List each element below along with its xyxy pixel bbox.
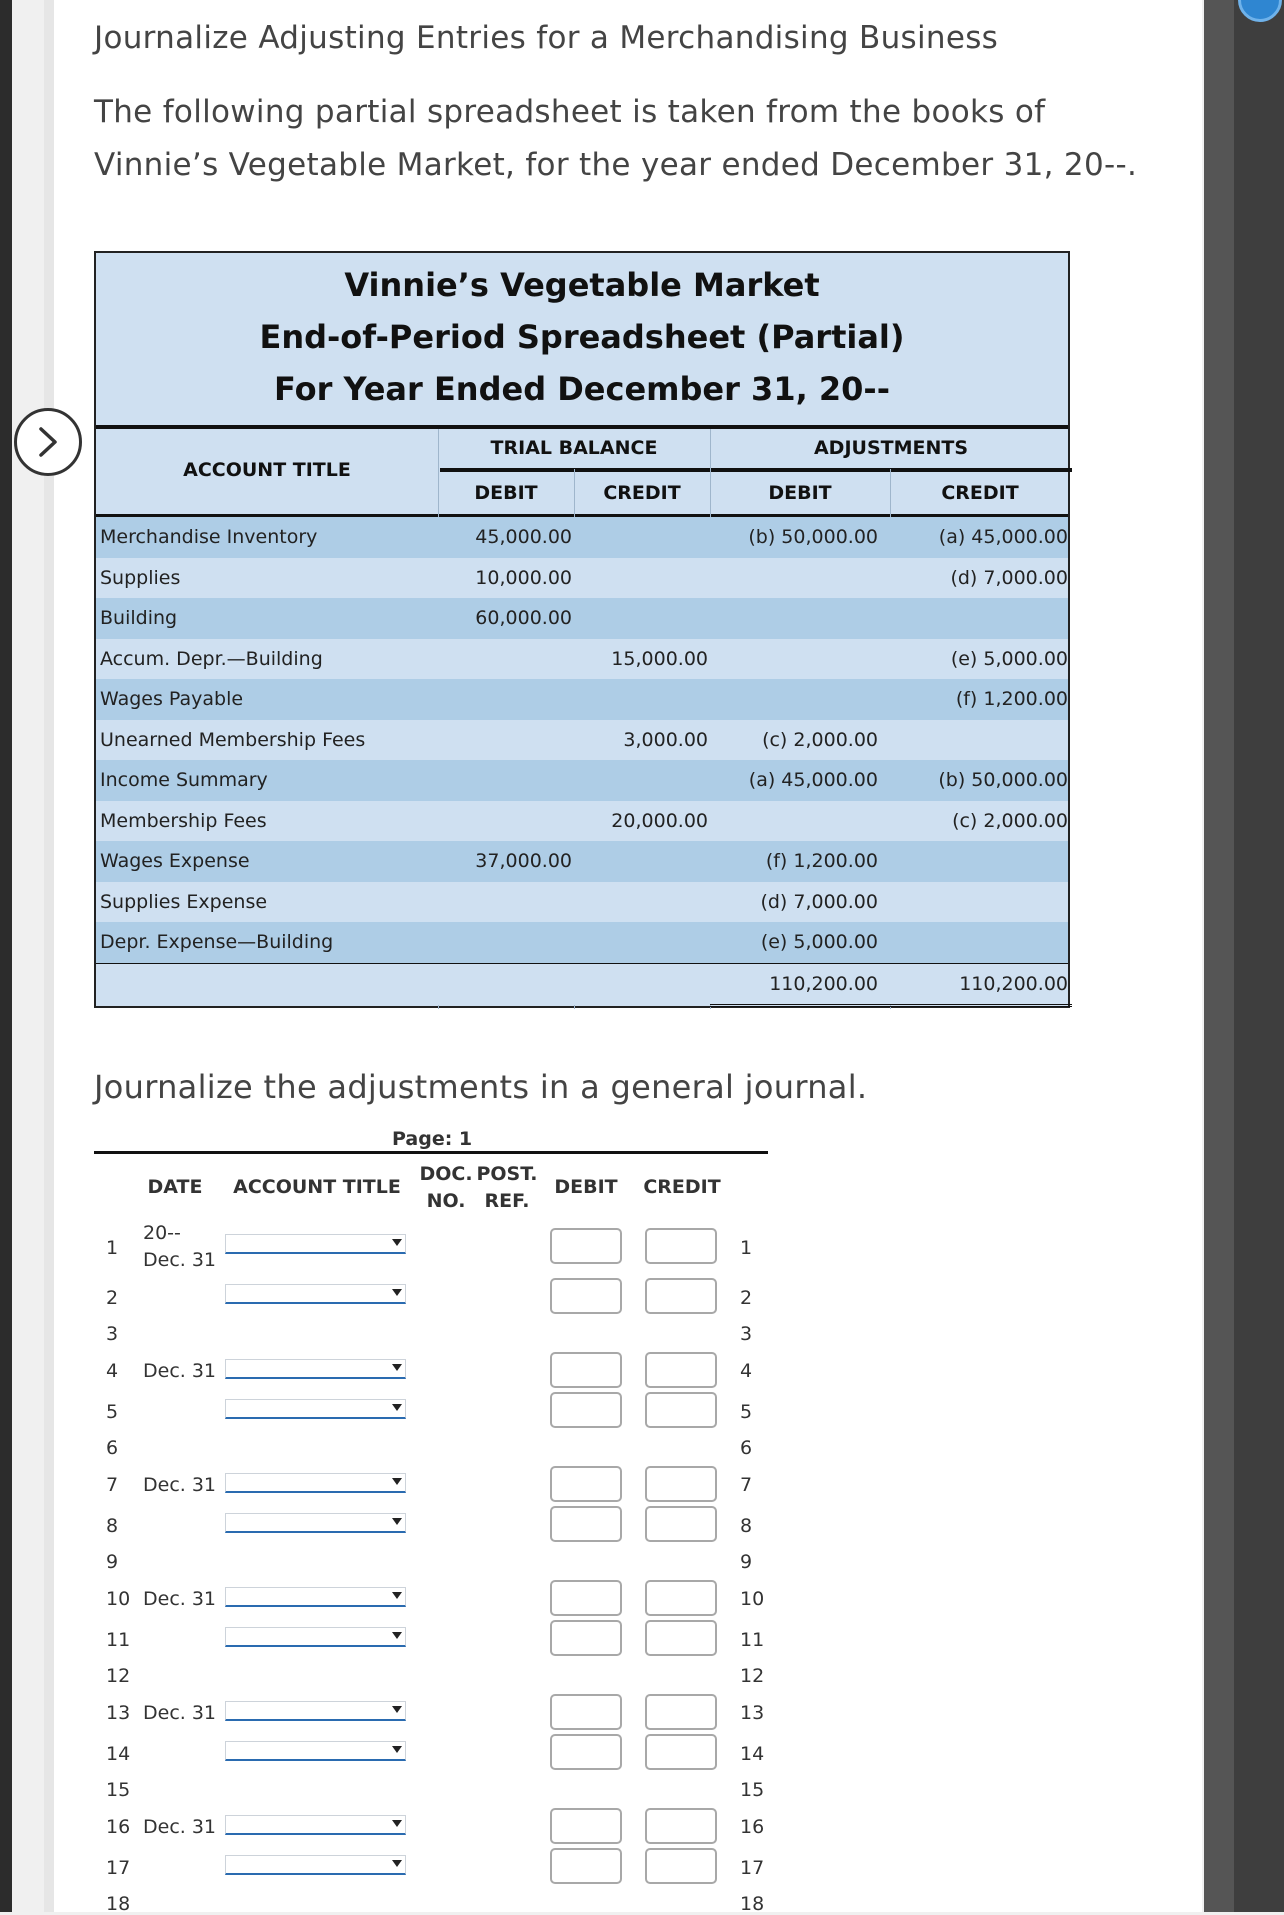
totals-row bbox=[96, 963, 1068, 1005]
line-number-right: 7 bbox=[740, 1474, 753, 1496]
adj-debit-value: (c) 2,000.00 bbox=[762, 728, 878, 751]
tb-debit-header: DEBIT bbox=[474, 482, 538, 504]
report-name: End-of-Period Spreadsheet (Partial) bbox=[259, 318, 905, 356]
credit-input[interactable] bbox=[645, 1694, 717, 1730]
adj-credit-value: (a) 45,000.00 bbox=[938, 526, 1068, 548]
credit-input[interactable] bbox=[645, 1352, 717, 1388]
table-row bbox=[96, 882, 1068, 923]
adjustments-header: ADJUSTMENTS bbox=[813, 437, 969, 459]
spreadsheet-header bbox=[96, 259, 1068, 429]
adj-debit-value: (d) 7,000.00 bbox=[760, 890, 878, 913]
tb-credit-value: 20,000.00 bbox=[611, 809, 708, 832]
adj-credit-value: (f) 1,200.00 bbox=[955, 688, 1068, 710]
journal-heading: Journalize the adjustments in a general journal. bbox=[94, 1068, 868, 1106]
line-number-right: 2 bbox=[740, 1287, 753, 1309]
account-select[interactable] bbox=[225, 1587, 406, 1607]
line-number-right: 12 bbox=[740, 1665, 765, 1687]
tb-debit-value: 60,000.00 bbox=[475, 607, 572, 629]
line-number-right: 1 bbox=[740, 1237, 753, 1259]
debit-input[interactable] bbox=[550, 1694, 622, 1730]
date-cell: Dec. 31 bbox=[143, 1816, 217, 1838]
account-name: Membership Fees bbox=[100, 809, 267, 832]
table-row bbox=[96, 922, 1068, 963]
account-name: Supplies Expense bbox=[100, 890, 268, 913]
credit-input[interactable] bbox=[645, 1466, 717, 1502]
credit-input[interactable] bbox=[645, 1228, 717, 1264]
line-number-right: 18 bbox=[740, 1893, 765, 1915]
date-cell: Dec. 31 bbox=[143, 1360, 217, 1382]
line-number: 13 bbox=[106, 1702, 131, 1724]
line-number-right: 13 bbox=[740, 1702, 765, 1724]
date-cell: Dec. 31 bbox=[143, 1702, 217, 1724]
account-select[interactable] bbox=[225, 1627, 406, 1647]
line-number: 5 bbox=[106, 1401, 119, 1423]
adj-debit-header: DEBIT bbox=[768, 482, 832, 504]
line-number-right: 3 bbox=[740, 1323, 753, 1345]
line-number: 17 bbox=[106, 1857, 131, 1879]
adj-debit-value: (a) 45,000.00 bbox=[748, 769, 878, 791]
line-number: 15 bbox=[106, 1779, 131, 1801]
page-edge bbox=[44, 0, 54, 1912]
trial-balance-header: TRIAL BALANCE bbox=[490, 437, 658, 459]
tb-debit-value: 45,000.00 bbox=[475, 526, 572, 548]
debit-input[interactable] bbox=[550, 1848, 622, 1884]
intro-text: The following partial spreadsheet is taken from the books of Vinnie’s Vegetable Market, for the year ended December 31, 20--. bbox=[94, 94, 1138, 183]
line-number: 6 bbox=[106, 1437, 119, 1459]
no-header: NO. bbox=[426, 1190, 466, 1212]
account-name: Supplies bbox=[100, 566, 181, 589]
tb-credit-value: 3,000.00 bbox=[623, 728, 708, 751]
adj-credit-total: 110,200.00 bbox=[959, 972, 1068, 995]
line-number-right: 11 bbox=[740, 1629, 765, 1651]
line-number: 12 bbox=[106, 1665, 131, 1687]
journal-rule bbox=[94, 1151, 768, 1154]
line-number-right: 14 bbox=[740, 1743, 765, 1765]
line-number-right: 5 bbox=[740, 1401, 753, 1423]
line-number-right: 4 bbox=[740, 1360, 753, 1382]
adj-credit-value: (d) 7,000.00 bbox=[950, 566, 1068, 589]
line-number-right: 8 bbox=[740, 1515, 753, 1537]
account-name: Unearned Membership Fees bbox=[100, 728, 366, 751]
doc-header: DOC. bbox=[419, 1163, 473, 1185]
account-select[interactable] bbox=[225, 1234, 406, 1254]
credit-input[interactable] bbox=[645, 1506, 717, 1542]
credit-input[interactable] bbox=[645, 1580, 717, 1616]
account-name: Accum. Depr.—Building bbox=[100, 647, 323, 670]
company-name: Vinnie’s Vegetable Market bbox=[344, 266, 820, 304]
ref-header: REF. bbox=[484, 1190, 530, 1212]
adj-credit-value: (b) 50,000.00 bbox=[938, 769, 1068, 791]
account-name: Wages Expense bbox=[100, 850, 250, 872]
table-row bbox=[96, 720, 1068, 761]
debit-input[interactable] bbox=[550, 1808, 622, 1844]
double-underline bbox=[710, 1004, 1072, 1007]
table-row bbox=[96, 760, 1068, 801]
line-number-right: 17 bbox=[740, 1857, 765, 1879]
account-select[interactable] bbox=[225, 1815, 406, 1835]
account-name: Depr. Expense—Building bbox=[100, 931, 334, 953]
debit-input[interactable] bbox=[550, 1734, 622, 1770]
credit-input[interactable] bbox=[645, 1620, 717, 1656]
line-number: 18 bbox=[106, 1893, 131, 1915]
line-number-right: 16 bbox=[740, 1816, 765, 1838]
line-number-right: 15 bbox=[740, 1779, 765, 1801]
adj-debit-value: (b) 50,000.00 bbox=[748, 526, 878, 548]
table-row bbox=[96, 598, 1068, 639]
credit-input[interactable] bbox=[645, 1278, 717, 1314]
line-number: 7 bbox=[106, 1474, 119, 1496]
debit-input[interactable] bbox=[550, 1352, 622, 1388]
account-name: Building bbox=[100, 607, 178, 629]
line-number: 3 bbox=[106, 1323, 119, 1345]
column-headers bbox=[96, 429, 1068, 517]
adj-debit-value: (e) 5,000.00 bbox=[760, 931, 878, 953]
account-title-header: ACCOUNT TITLE bbox=[233, 1176, 401, 1198]
table-row bbox=[96, 517, 1068, 558]
report-period: For Year Ended December 31, 20-- bbox=[274, 370, 890, 408]
debit-input[interactable] bbox=[550, 1466, 622, 1502]
debit-input[interactable] bbox=[550, 1580, 622, 1616]
adj-debit-value: (f) 1,200.00 bbox=[765, 850, 878, 872]
date-header: DATE bbox=[147, 1176, 203, 1198]
debit-input[interactable] bbox=[550, 1620, 622, 1656]
debit-input[interactable] bbox=[550, 1506, 622, 1542]
table-row bbox=[96, 558, 1068, 599]
credit-input[interactable] bbox=[645, 1848, 717, 1884]
credit-input[interactable] bbox=[645, 1808, 717, 1844]
credit-header: CREDIT bbox=[643, 1176, 721, 1198]
account-name: Merchandise Inventory bbox=[100, 526, 318, 548]
debit-input[interactable] bbox=[550, 1228, 622, 1264]
tb-credit-header: CREDIT bbox=[603, 482, 681, 504]
debit-input[interactable] bbox=[550, 1392, 622, 1428]
debit-header: DEBIT bbox=[554, 1176, 618, 1198]
tb-debit-value: 10,000.00 bbox=[475, 566, 572, 589]
right-rail bbox=[1204, 0, 1284, 1912]
line-number: 11 bbox=[106, 1629, 131, 1651]
chevron-right-icon bbox=[33, 425, 63, 459]
adj-credit-value: (e) 5,000.00 bbox=[950, 647, 1068, 670]
account-select[interactable] bbox=[225, 1284, 406, 1304]
account-select[interactable] bbox=[225, 1855, 406, 1875]
spreadsheet-body bbox=[96, 517, 1068, 1005]
line-number: 4 bbox=[106, 1360, 119, 1382]
line-number-right: 10 bbox=[740, 1588, 765, 1610]
account-name: Income Summary bbox=[100, 769, 268, 791]
table-row bbox=[96, 679, 1068, 720]
table-row bbox=[96, 801, 1068, 842]
line-number: 10 bbox=[106, 1588, 131, 1610]
line-number: 1 bbox=[106, 1237, 119, 1259]
credit-input[interactable] bbox=[645, 1392, 717, 1428]
line-number: 2 bbox=[106, 1287, 119, 1309]
date-cell: Dec. 31 bbox=[143, 1249, 217, 1271]
next-button[interactable] bbox=[14, 408, 82, 476]
tb-debit-value: 37,000.00 bbox=[475, 850, 572, 872]
debit-input[interactable] bbox=[550, 1278, 622, 1314]
header-rule bbox=[440, 468, 1072, 472]
spreadsheet bbox=[94, 251, 1070, 1008]
line-number-right: 6 bbox=[740, 1437, 753, 1459]
account-select[interactable] bbox=[225, 1473, 406, 1493]
date-cell: Dec. 31 bbox=[143, 1588, 217, 1610]
account-name: Wages Payable bbox=[100, 688, 244, 710]
account-select[interactable] bbox=[225, 1701, 406, 1721]
line-number: 8 bbox=[106, 1515, 119, 1537]
left-rail bbox=[0, 0, 12, 1912]
table-row bbox=[96, 639, 1068, 680]
account-select[interactable] bbox=[225, 1399, 406, 1419]
credit-input[interactable] bbox=[645, 1734, 717, 1770]
adj-credit-value: (c) 2,000.00 bbox=[952, 809, 1068, 832]
date-cell: Dec. 31 bbox=[143, 1474, 217, 1496]
line-number: 14 bbox=[106, 1743, 131, 1765]
post-header: POST. bbox=[476, 1163, 538, 1185]
line-number-right: 9 bbox=[740, 1551, 753, 1573]
tb-credit-value: 15,000.00 bbox=[611, 647, 708, 670]
adj-debit-total: 110,200.00 bbox=[769, 972, 878, 995]
date-year: 20-- bbox=[143, 1222, 181, 1244]
line-number: 16 bbox=[106, 1816, 131, 1838]
account-select[interactable] bbox=[225, 1359, 406, 1379]
line-number: 9 bbox=[106, 1551, 119, 1573]
adj-credit-header: CREDIT bbox=[941, 482, 1019, 504]
page-title: Journalize Adjusting Entries for a Merchandising Business bbox=[94, 20, 999, 56]
page-label: Page: 1 bbox=[392, 1128, 473, 1150]
account-select[interactable] bbox=[225, 1741, 406, 1761]
table-row bbox=[96, 841, 1068, 882]
account-select[interactable] bbox=[225, 1513, 406, 1533]
account-title-header: ACCOUNT TITLE bbox=[183, 459, 351, 481]
